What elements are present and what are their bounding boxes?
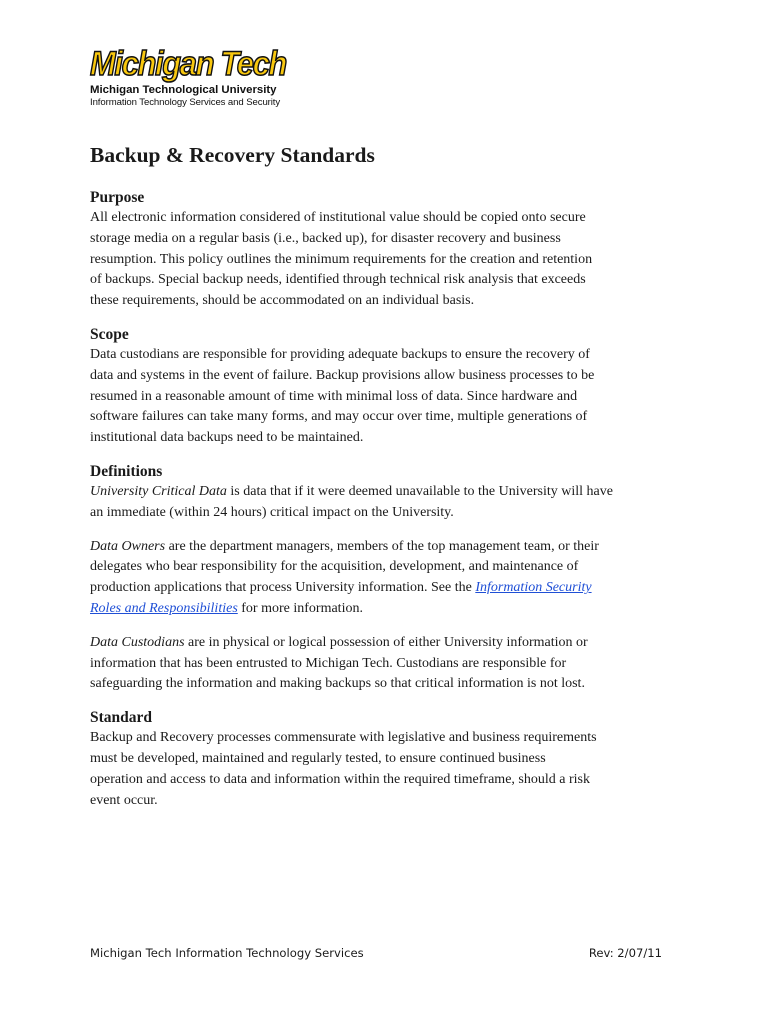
scope-line: institutional data backups need to be maintained. xyxy=(90,430,364,446)
critical-data-text: is data that if it were deemed unavailable to the University will have xyxy=(226,483,613,499)
document-body xyxy=(90,140,690,811)
logo-department-name: Information Technology Services and Security xyxy=(90,97,281,108)
purpose-line: resumption. This policy outlines the minimum requirements for the creation and retention xyxy=(90,251,593,267)
data-custodians-line: safeguarding the information and making backups so that critical information is not lost. xyxy=(90,676,585,692)
scope-line: data and systems in the event of failure. Backup provisions allow business processes to be xyxy=(90,367,595,383)
standard-line: Backup and Recovery processes commensurate with legislative and business requirements xyxy=(90,730,597,746)
purpose-paragraph xyxy=(90,208,690,312)
logo-university-name: Michigan Technological University xyxy=(90,84,277,96)
security-roles-link-continued[interactable]: Roles and Responsibilities xyxy=(90,600,238,616)
standard-line: operation and access to data and information within the required timeframe, should a risk xyxy=(90,771,590,787)
purpose-heading: Purpose xyxy=(90,189,145,206)
data-owners-text: are the department managers, members of the top management team, or their xyxy=(165,538,599,554)
purpose-line: storage media on a regular basis (i.e., backed up), for disaster recovery and business xyxy=(90,230,561,246)
standard-paragraph xyxy=(90,728,690,811)
data-custodians-text: are in physical or logical possession of either University information or xyxy=(184,634,588,650)
data-custodians-line: information that has been entrusted to Michigan Tech. Custodians are responsible for xyxy=(90,655,567,671)
data-owners-term: Data Owners xyxy=(90,538,166,554)
footer-revision: Rev: 2/07/11 xyxy=(588,946,662,960)
standard-line: must be developed, maintained and regularly tested, to ensure continued business xyxy=(90,750,546,766)
scope-line: resumed in a reasonable amount of time with minimal loss of data. Since hardware and xyxy=(90,388,578,404)
purpose-line: of backups. Special backup needs, identified through technical risk analysis that exceeds xyxy=(90,272,586,288)
scope-paragraph xyxy=(90,345,690,449)
definitions-heading: Definitions xyxy=(90,462,163,480)
purpose-line: these requirements, should be accommodated on an individual basis. xyxy=(90,293,475,309)
footer-organization: Michigan Tech Information Technology Services xyxy=(90,946,364,960)
data-owners-line: delegates who bear responsibility for the acquisition, development, and maintenance of xyxy=(90,559,579,575)
security-roles-link[interactable]: Information Security xyxy=(475,580,592,596)
standard-heading: Standard xyxy=(90,709,153,727)
michigan-tech-logo xyxy=(90,43,290,109)
logo-wordmark: Michigan Tech xyxy=(90,43,286,83)
critical-data-line: an immediate (within 24 hours) critical impact on the University. xyxy=(90,504,454,520)
data-custodians-definition xyxy=(90,633,690,695)
critical-data-definition xyxy=(90,482,690,524)
scope-line: Data custodians are responsible for providing adequate backups to ensure the recovery of xyxy=(90,346,590,362)
scope-line: software failures can take many forms, and may occur over time, multiple generations of xyxy=(90,409,588,425)
critical-data-term: University Critical Data xyxy=(90,483,227,499)
standard-line: event occur. xyxy=(90,792,158,808)
data-owners-definition xyxy=(90,537,690,620)
document-title: Backup & Recovery Standards xyxy=(90,143,375,167)
data-custodians-term: Data Custodians xyxy=(90,634,185,650)
purpose-line: All electronic information considered of institutional value should be copied onto secure xyxy=(90,210,586,225)
data-owners-line: production applications that process University information. See the xyxy=(90,580,476,596)
data-owners-line: for more information. xyxy=(237,600,363,616)
scope-heading: Scope xyxy=(90,325,129,343)
